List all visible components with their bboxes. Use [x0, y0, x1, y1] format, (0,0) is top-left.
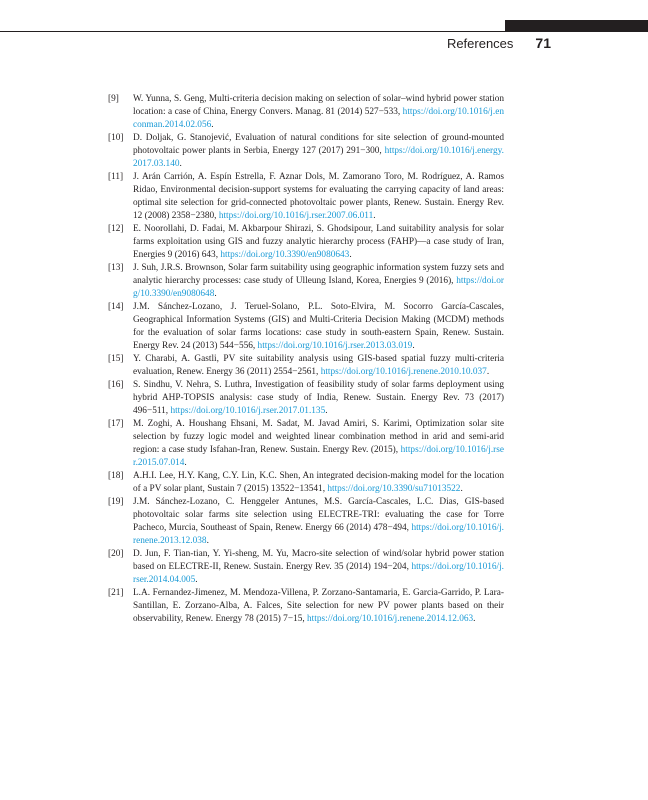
doi-link[interactable]: https://doi.org/10.1016/j.enconman.2014.02.056	[133, 107, 504, 130]
reference-end: .	[460, 484, 463, 494]
reference-number: [16]	[108, 380, 124, 390]
reference-item	[108, 171, 504, 223]
running-title: References	[446, 36, 514, 51]
reference-number: [13]	[108, 263, 124, 273]
reference-text: J. Arán Carrión, A. Espín Estrella, F. Aznar Dols, M. Zamorano Toro, M. Rodríguez, A. Ramos Ridao, Environmental decision-support systems for evaluating the carrying capacity of land areas: optimal site selection for grid-connected photovoltaic power plants, Renew. Sustain. Energy Rev. 12 (2008) 2358−2380,	[133, 172, 504, 221]
doi-link[interactable]: https://doi.org/10.1016/j.renene.2010.10.037	[320, 367, 487, 377]
reference-item	[108, 418, 504, 470]
header-rule	[0, 31, 648, 32]
doi-link[interactable]: https://doi.org/10.1016/j.renene.2014.12.063	[307, 614, 474, 624]
doi-link[interactable]: https://doi.org/10.3390/en9080648	[133, 276, 504, 299]
reference-list	[108, 93, 504, 626]
doi-link[interactable]: https://doi.org/10.1016/j.rser.2013.03.019	[257, 341, 413, 351]
doi-link[interactable]: https://doi.org/10.1016/j.renene.2013.12.038	[133, 523, 504, 546]
reference-end: .	[473, 614, 476, 624]
reference-number: [21]	[108, 588, 124, 598]
reference-number: [9]	[108, 94, 119, 104]
reference-text: D. Jun, F. Tian-tian, Y. Yi-sheng, M. Yu, Macro-site selection of wind/solar hybrid power station based on ELECTRE-II, Renew. Sustain. Energy Rev. 35 (2014) 194−204,	[133, 549, 504, 572]
reference-text: A.H.I. Lee, H.Y. Kang, C.Y. Lin, K.C. Shen, An integrated decision-making model for the location of a PV solar plant, Sustain 7 (2015) 13522−13541,	[133, 471, 504, 494]
reference-number: [14]	[108, 302, 124, 312]
reference-end: .	[373, 211, 376, 221]
reference-number: [10]	[108, 133, 124, 143]
doi-link[interactable]: https://doi.org/10.1016/j.rser.2007.06.011	[218, 211, 374, 221]
reference-text: M. Zoghi, A. Houshang Ehsani, M. Sadat, M. Javad Amiri, S. Karimi, Optimization solar site selection by fuzzy logic model and weighted linear combination method in arid and semi-arid region: a case study Isfahan-Iran, Renew. Sustain. Energy Rev. (2015),	[133, 419, 504, 455]
header-bar	[505, 20, 648, 31]
reference-number: [17]	[108, 419, 124, 429]
reference-text: J.M. Sánchez-Lozano, C. Henggeler Antunes, M.S. García-Cascales, L.C. Dias, GIS-based photovoltaic solar farms site selection using ELECTRE-TRI: evaluating the case for Torre Pacheco, Murcia, Southeast of Spain, Renew. Energy 66 (2014) 478−494,	[133, 497, 504, 533]
doi-link[interactable]: https://doi.org/10.1016/j.rser.2014.04.005	[133, 562, 504, 585]
reference-end: .	[179, 159, 182, 169]
doi-link[interactable]: https://doi.org/10.1016/j.rser.2017.01.135	[170, 406, 326, 416]
reference-item	[108, 353, 504, 379]
doi-link[interactable]: https://doi.org/10.3390/en9080643	[220, 250, 350, 260]
reference-item	[108, 496, 504, 548]
doi-link[interactable]: https://doi.org/10.1016/j.rser.2015.07.014	[133, 445, 504, 468]
running-head	[0, 35, 551, 51]
reference-end: .	[214, 289, 217, 299]
reference-item	[108, 548, 504, 587]
reference-end: .	[184, 458, 187, 468]
reference-number: [18]	[108, 471, 124, 481]
reference-end: .	[349, 250, 352, 260]
doi-link[interactable]: https://doi.org/10.1016/j.energy.2017.03.140	[133, 146, 504, 169]
reference-text: J.M. Sánchez-Lozano, J. Teruel-Solano, P.L. Soto-Elvira, M. Socorro García-Cascales, Geographical Information Systems (GIS) and Multi-Criteria Decision Making (MCDM) methods for the evaluation of solar farms locations: case study in south-eastern Spain, Renew. Sustain. Energy Rev. 24 (2013) 544−556,	[133, 302, 504, 351]
reference-item	[108, 262, 504, 301]
reference-number: [19]	[108, 497, 124, 507]
page-number: 71	[535, 35, 551, 51]
reference-end: .	[206, 536, 209, 546]
reference-number: [15]	[108, 354, 124, 364]
reference-end: .	[325, 406, 328, 416]
reference-item	[108, 223, 504, 262]
reference-text: J. Suh, J.R.S. Brownson, Solar farm suitability using geographic information system fuzzy sets and analytic hierarchy processes: case study of Ulleung Island, Korea, Energies 9 (2016),	[133, 263, 504, 286]
reference-text: E. Noorollahi, D. Fadai, M. Akbarpour Shirazi, S. Ghodsipour, Land suitability analysis for solar farms exploitation using GIS and fuzzy analytic hierarchy process (FAHP)—a case study of Iran, Energies 9 (2016) 643,	[133, 224, 504, 260]
reference-end: .	[195, 575, 198, 585]
reference-item	[108, 132, 504, 171]
reference-number: [11]	[108, 172, 124, 182]
reference-number: [20]	[108, 549, 124, 559]
reference-text: L.A. Fernandez-Jimenez, M. Mendoza-Villena, P. Zorzano-Santamaria, E. Garcia-Garrido, P. Lara-Santillan, E. Zorzano-Alba, A. Falces, Site selection for new PV power plants based on their observability, Renew. Energy 78 (2015) 7−15,	[133, 588, 504, 624]
reference-item	[108, 301, 504, 353]
doi-link[interactable]: https://doi.org/10.3390/su71013522	[327, 484, 461, 494]
reference-item	[108, 587, 504, 626]
reference-item	[108, 470, 504, 496]
reference-text: W. Yunna, S. Geng, Multi-criteria decision making on selection of solar–wind hybrid power station location: a case of China, Energy Convers. Manag. 81 (2014) 527−533,	[133, 94, 504, 117]
reference-item	[108, 379, 504, 418]
reference-end: .	[412, 341, 415, 351]
reference-text: Y. Charabi, A. Gastli, PV site suitability analysis using GIS-based spatial fuzzy multi-criteria evaluation, Renew. Energy 36 (2011) 2554−2561,	[133, 354, 504, 377]
reference-text: S. Sindhu, V. Nehra, S. Luthra, Investigation of feasibility study of solar farms deployment using hybrid AHP-TOPSIS analysis: case study of India, Renew. Sustain. Energy Rev. 73 (2017) 496−511,	[133, 380, 504, 416]
reference-end: .	[211, 120, 214, 130]
reference-item	[108, 93, 504, 132]
reference-text: D. Doljak, G. Stanojević, Evaluation of natural conditions for site selection of ground-mounted photovoltaic power plants in Serbia, Energy 127 (2017) 291−300,	[133, 133, 504, 156]
reference-number: [12]	[108, 224, 124, 234]
reference-end: .	[486, 367, 490, 377]
